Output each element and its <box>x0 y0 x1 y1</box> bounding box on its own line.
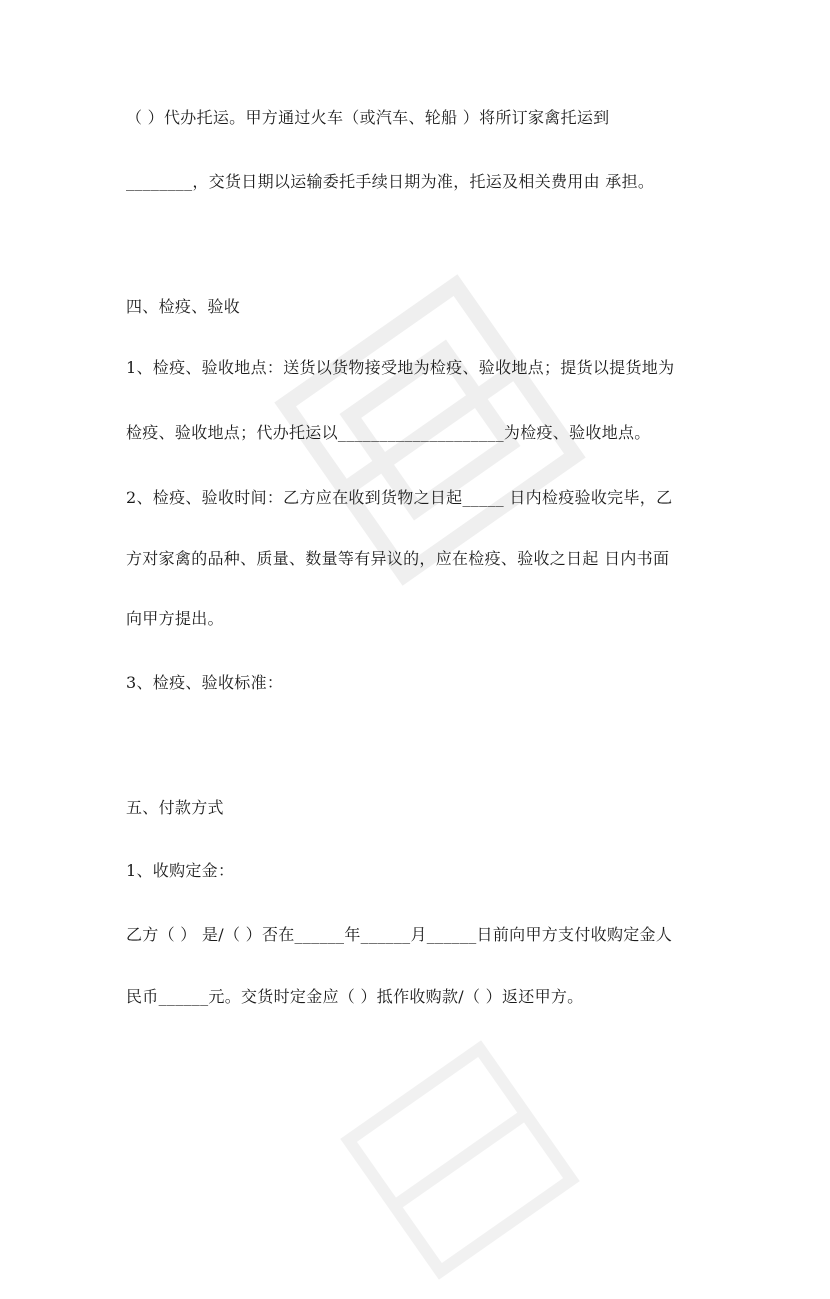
text-line-deposit-title: 1、收购定金： <box>126 861 235 880</box>
text-line-inspection-time-3: 向甲方提出。 <box>126 609 224 628</box>
text-line-2: ________，交货日期以运输委托手续日期为准，托运及相关费用由 承担。 <box>126 172 655 191</box>
text-line-1: （ ）代办托运。甲方通过火车（或汽车、轮船 ）将所订家禽托运到 <box>126 108 610 127</box>
text-line-inspection-time-2: 方对家禽的品种、质量、数量等有异议的，应在检疫、验收之日起 日内书面 <box>126 549 670 568</box>
section-heading-payment: 五、付款方式 <box>126 798 224 817</box>
text-line-inspection-standard: 3、检疫、验收标准： <box>126 673 284 692</box>
section-heading-inspection: 四、检疫、验收 <box>126 297 241 316</box>
watermark-logo-bottom <box>321 1021 600 1299</box>
text-line-inspection-place-2: 检疫、验收地点；代办托运以____________________为检疫、验收地点。 <box>126 423 651 442</box>
text-line-deposit-2: 民币______元。交货时定金应（ ）抵作收购款/（ ）返还甲方。 <box>126 987 584 1006</box>
text-line-deposit-1: 乙方（ ） 是/（ ）否在______年______月______日前向甲方支付收购定金人 <box>126 925 673 944</box>
text-line-inspection-time-1: 2、检疫、验收时间：乙方应在收到货物之日起_____ 日内检疫验收完毕，乙 <box>126 488 673 507</box>
text-line-inspection-place-1: 1、检疫、验收地点：送货以货物接受地为检疫、验收地点；提货以提货地为 <box>126 358 675 377</box>
